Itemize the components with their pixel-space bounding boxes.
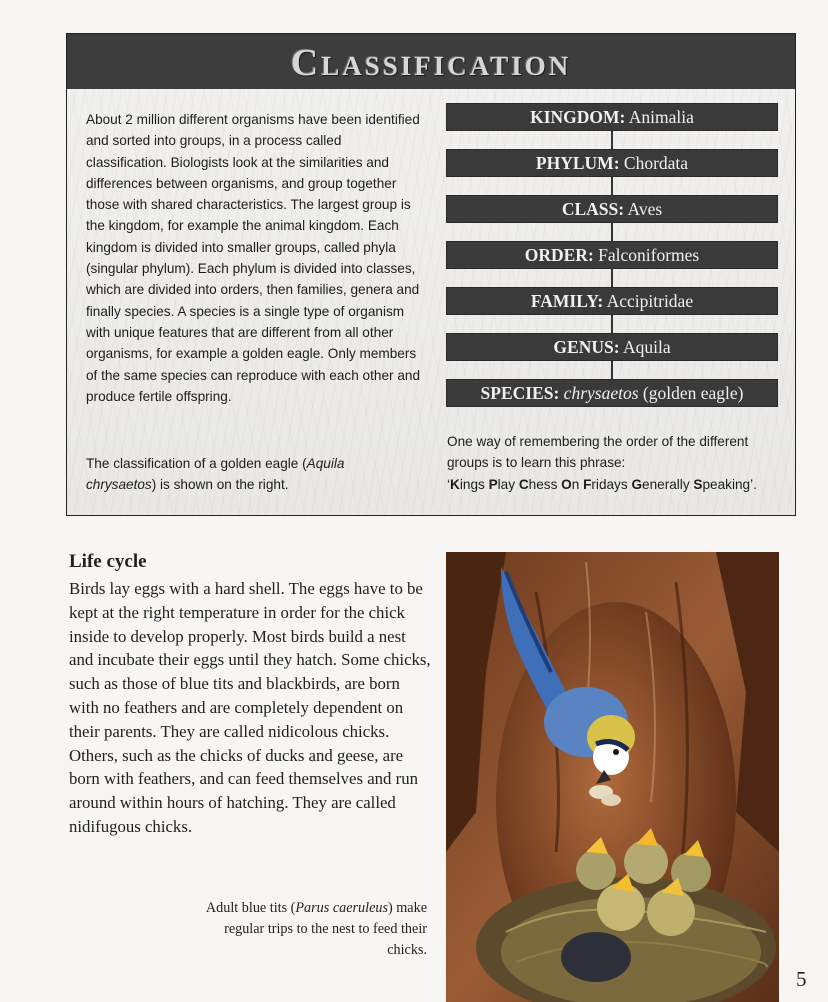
rank-connector — [611, 314, 613, 334]
rank-order: ORDER: Falconiformes — [447, 242, 777, 268]
classification-panel — [66, 33, 796, 516]
rank-class: CLASS: Aves — [447, 196, 777, 222]
life-cycle-heading: Life cycle — [69, 551, 147, 572]
classification-intro: About 2 million different organisms have been identified and sorted into groups, in a process called classification. Biologists look at the similarities and differences between organisms, and group together those with shared characteristics. The largest group is the kingdom, for example the animal kingdom. Each kingdom is divided into smaller groups, called phyla (singular phylum). Each phylum is divided into classes, which are divided into orders, then families, genera and finally species. A species is a single type of organism with unique features that are different from all other organisms, for example a golden eagle. Only members of the same species can reproduce with each other and produce fertile offspring. — [86, 112, 421, 404]
rank-connector — [611, 360, 613, 380]
blue-tit-illustration — [446, 552, 779, 1002]
classification-title: Classification — [290, 42, 572, 84]
rank-connector — [611, 176, 613, 196]
photo-caption: Adult blue tits (Parus caeruleus) make regular trips to the nest to feed their chicks. — [205, 900, 427, 958]
classification-title-bar — [67, 34, 795, 89]
rank-family: FAMILY: Accipitridae — [447, 288, 777, 314]
life-cycle-body: Birds lay eggs with a hard shell. The eggs have to be kept at the right temperature in order for the chick inside to develop properly. Most birds build a nest and incubate their eggs until they hatch. Some chicks, such as those of blue tits and blackbirds, are born with no feathers and are completely dependent on their parents. They are called nidicolous chicks. Others, such as the chicks of ducks and geese, are born with feathers, and can feed themselves and run around within hours of hatching. They are called nidifugous chicks. — [69, 579, 431, 836]
mnemonic-phrase: ‘Kings Play Chess On Fridays Generally Speaking’. — [447, 476, 757, 492]
rank-phylum: PHYLUM: Chordata — [447, 150, 777, 176]
mnemonic-text: One way of remembering the order of the different groups is to learn this phrase: ‘Kings Play Chess On Fridays Generally Speaking’. — [447, 434, 757, 492]
classification-caption: The classification of a golden eagle (Aquila chrysaetos) is shown on the right. — [86, 456, 345, 493]
blue-tit-nest-photo — [446, 552, 779, 1002]
rank-connector — [611, 268, 613, 288]
rank-connector — [611, 222, 613, 242]
rank-kingdom: KINGDOM: Animalia — [447, 104, 777, 130]
rank-connector — [611, 130, 613, 150]
page-number: 5 — [796, 967, 807, 991]
rank-genus: GENUS: Aquila — [447, 334, 777, 360]
rank-species: SPECIES: chrysaetos (golden eagle) — [447, 380, 777, 406]
